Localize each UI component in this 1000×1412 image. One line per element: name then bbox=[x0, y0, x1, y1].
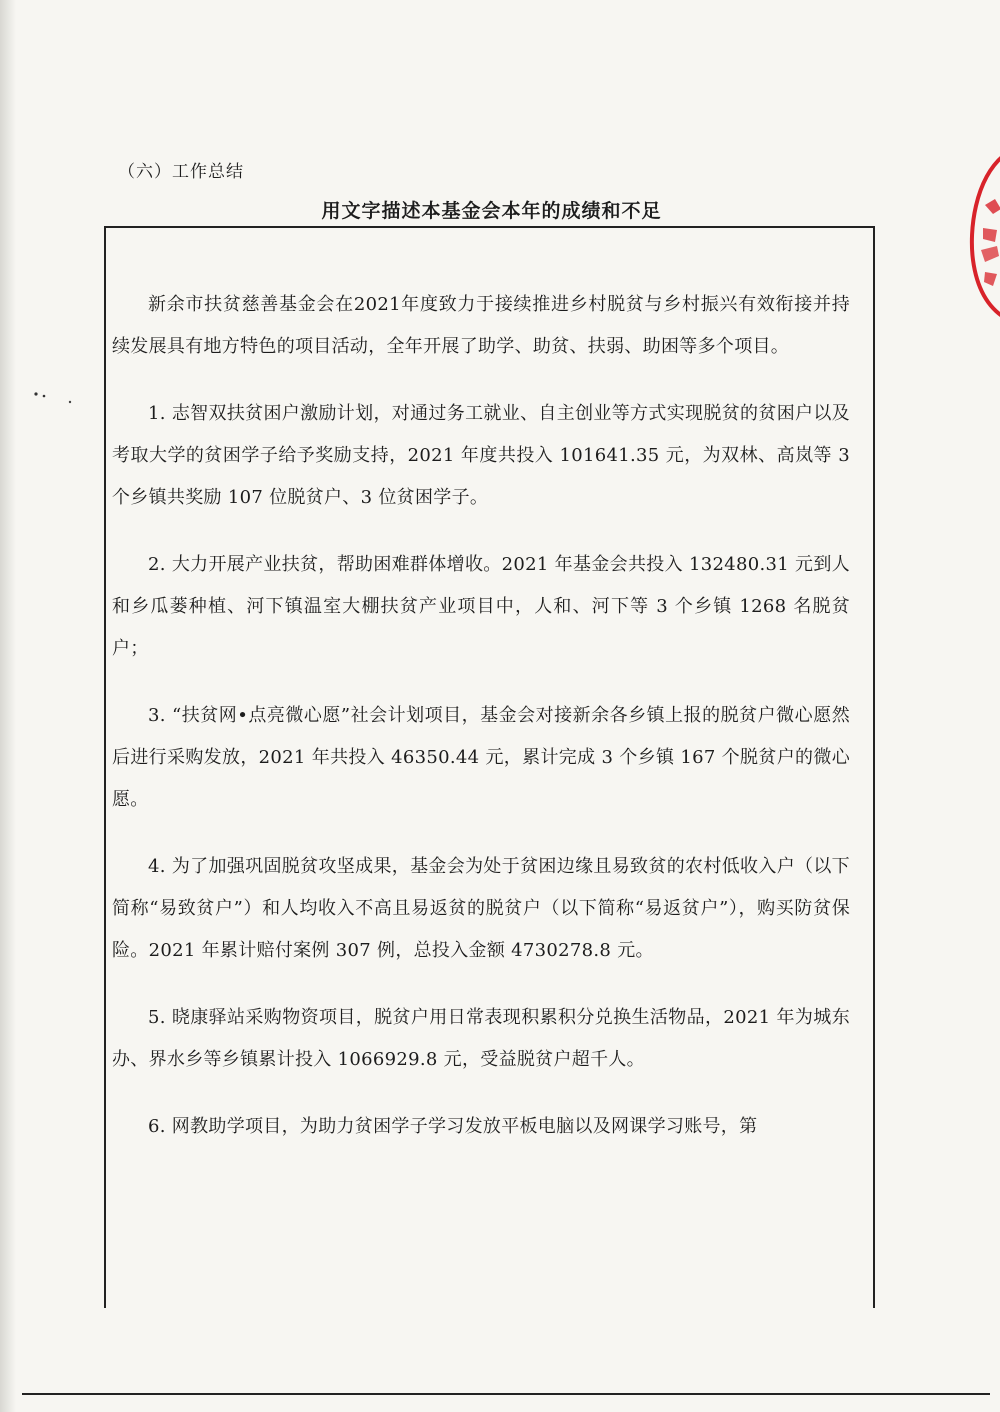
paragraph-item-3: 3. “扶贫网•点亮微心愿”社会计划项目，基金会对接新余各乡镇上报的脱贫户微心愿然后进行采购发放，2021 年共投入 46350.44 元，累计完成 3 个乡镇 167 个脱贫户的微心愿。 bbox=[112, 705, 850, 810]
paragraph-item-1: 1. 志智双扶贫困户激励计划，对通过务工就业、自主创业等方式实现脱贫的贫困户以及考取大学的贫困学子给予奖励支持，2021 年度共投入 101641.35 元，为双林、高岚等 3 个乡镇共奖励 107 位脱贫户、3 位贫困学子。 bbox=[112, 403, 850, 508]
paragraph-item-2: 2. 大力开展产业扶贫，帮助困难群体增收。2021 年基金会共投入 132480.31 元到人和乡瓜蒌种植、河下镇温室大棚扶贫产业项目中，人和、河下等 3 个乡镇 1268 名脱贫户； bbox=[112, 554, 850, 659]
paragraph-intro: 新余市扶贫慈善基金会在2021年度致力于接续推进乡村脱贫与乡村振兴有效衔接并持续发展具有地方特色的项目活动，全年开展了助学、助贫、扶弱、助困等多个项目。 bbox=[112, 294, 850, 357]
summary-text bbox=[112, 284, 850, 1173]
bottom-rule bbox=[22, 1393, 990, 1395]
scan-specks bbox=[30, 388, 80, 408]
paragraph-item-4: 4. 为了加强巩固脱贫攻坚成果，基金会为处于贫困边缘且易致贫的农村低收入户（以下简称“易致贫户”）和人均收入不高且易返贫的脱贫户（以下简称“易返贫户”），购买防贫保险。2021 年累计赔付案例 307 例，总投入金额 4730278.8 元。 bbox=[112, 856, 850, 961]
red-seal-stamp-fragment bbox=[955, 150, 1000, 320]
paragraph-item-6: 6. 网教助学项目，为助力贫困学子学习发放平板电脑以及网课学习账号，第 bbox=[148, 1116, 758, 1137]
paragraph-item-5: 5. 晓康驿站采购物资项目，脱贫户用日常表现积累积分兑换生活物品，2021 年为城东办、界水乡等乡镇累计投入 1066929.8 元，受益脱贫户超千人。 bbox=[112, 1007, 850, 1070]
box-title: 用文字描述本基金会本年的成绩和不足 bbox=[321, 200, 662, 222]
section-heading: （六）工作总结 bbox=[118, 162, 244, 182]
scan-left-edge-shadow bbox=[0, 0, 16, 1412]
